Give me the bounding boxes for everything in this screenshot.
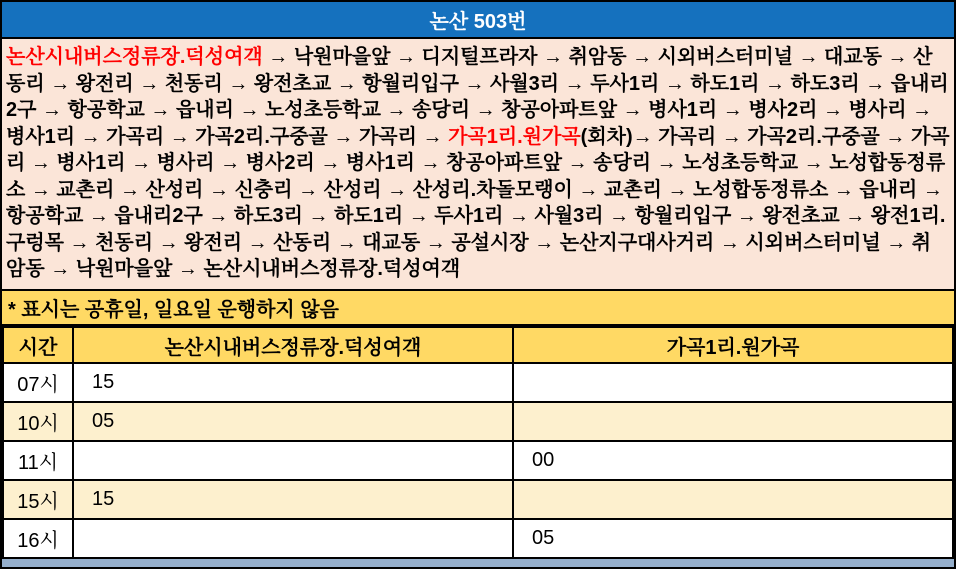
time-cell: 07시 <box>3 363 73 402</box>
header-departure-stop: 논산시내버스정류장.덕성여객 <box>73 327 513 363</box>
timetable-header-row <box>3 327 953 363</box>
departure-minutes-cell <box>73 441 513 480</box>
departure-minutes-cell <box>73 519 513 558</box>
arrival-minutes-cell <box>513 402 953 441</box>
arrival-minutes-cell <box>513 480 953 519</box>
arrival-minutes-cell: 00 <box>513 441 953 480</box>
bottom-strip <box>2 559 954 567</box>
route-segment-origin: 논산시내버스정류장.덕성여객 <box>6 46 263 68</box>
time-cell: 16시 <box>3 519 73 558</box>
departure-minutes-cell: 15 <box>73 480 513 519</box>
table-row <box>3 441 953 480</box>
time-cell: 10시 <box>3 402 73 441</box>
table-row <box>3 519 953 558</box>
arrival-minutes-cell: 05 <box>513 519 953 558</box>
page-title: 논산 503번 <box>2 2 954 39</box>
departure-minutes-cell: 05 <box>73 402 513 441</box>
route-segment-outbound: → 낙원마을앞 → 디지털프라자 → 취암동 → 시외버스터미널 → 대교동 → 산동리 → 왕전리 → 천동리 → 왕전초교 → 항월리입구 → 사월3리 → 두사1리 → 하도1리 → 하도3리 → 읍내리2구 → 항공학교 → 읍내리 → 노성초등학교 → 송당리 → 창공아파트앞 → 병사1리 → 병사2리 → 병사리 → 병사1리 → 가곡리 → 가곡2리.구중골 → 가곡리 → <box>6 46 949 148</box>
table-row <box>3 402 953 441</box>
arrival-minutes-cell <box>513 363 953 402</box>
table-row <box>3 363 953 402</box>
timetable <box>2 326 954 559</box>
route-description <box>2 39 954 289</box>
time-cell: 15시 <box>3 480 73 519</box>
time-cell: 11시 <box>3 441 73 480</box>
departure-minutes-cell: 15 <box>73 363 513 402</box>
table-row <box>3 480 953 519</box>
route-segment-inbound: (회차)→ 가곡리 → 가곡2리.구중골 → 가곡리 → 병사1리 → 병사리 → 병사2리 → 병사1리 → 창공아파트앞 → 송당리 → 노성초등학교 → 노성합동정류소 → 교촌리 → 산성리 → 신충리 → 산성리 → 산성리.차돌모랭이 → 교촌리 → 노성합동정류소 → 읍내리 → 항공학교 → 읍내리2구 → 하도3리 → 하도1리 → 두사1리 → 사월3리 → 항월리입구 → 왕전초교 → 왕전1리.구렁목 → 천동리 → 왕전리 → 산동리 → 대교동 → 공설시장 → 논산지구대사거리 → 시외버스터미널 → 취암동 → 낙원마을앞 → 논산시내버스정류장.덕성여객 <box>6 125 950 280</box>
header-arrival-stop: 가곡1리.원가곡 <box>513 327 953 363</box>
header-time: 시간 <box>3 327 73 363</box>
holiday-note: * 표시는 공휴일, 일요일 운행하지 않음 <box>2 289 954 326</box>
route-segment-turnaround: 가곡1리.원가곡 <box>448 125 581 148</box>
